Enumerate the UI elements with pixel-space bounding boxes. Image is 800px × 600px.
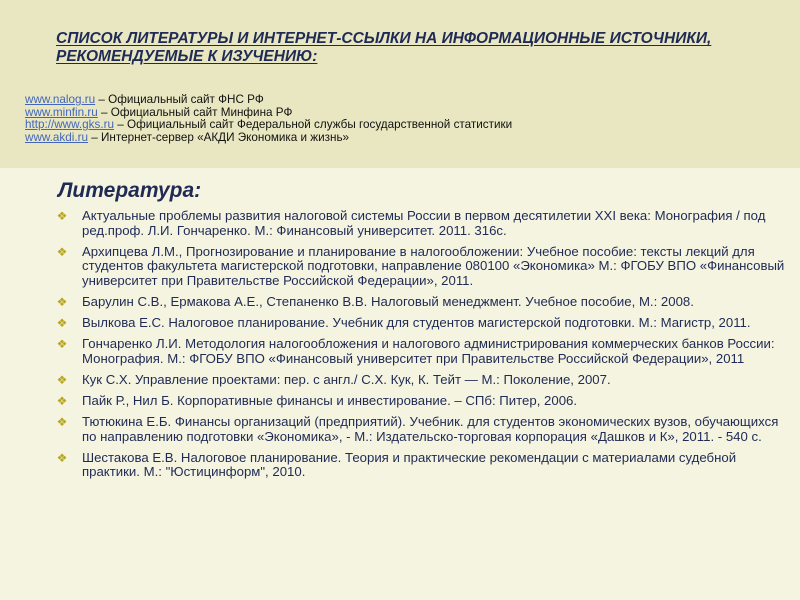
reference-text: Вылкова Е.С. Налоговое планирование. Учебник для студентов магистерской подготовки. М.: Магистр, 2011. (82, 315, 751, 331)
reference-text: Тютюкина Е.Б. Финансы организаций (предприятий). Учебник. для студентов экономических вузов, обучающихся по направлению подготовки «Экономика», - М.: Издательско-торговая корпорация «Дашков и К», 2011. - 540 с. (82, 414, 779, 444)
diamond-bullet-icon: ❖ (56, 337, 68, 352)
link-minfin[interactable]: www.minfin.ru (25, 105, 98, 119)
link-description: – Официальный сайт Минфина РФ (97, 105, 293, 119)
link-nalog[interactable]: www.nalog.ru (25, 93, 96, 106)
list-item (55, 337, 785, 366)
reference-text: Гончаренко Л.И. Методология налогообложения и налогового администрирования коммерческих банков России: Монография. М.: ФГОБУ ВПО «Финансовый университет при Правительстве Российской Федерации», 2011 (82, 336, 775, 366)
reference-text: Пайк Р., Нил Б. Корпоративные финансы и инвестирование. – СПб: Питер, 2006. (82, 392, 578, 408)
list-item (55, 316, 785, 331)
list-item (55, 245, 785, 289)
link-description: – Официальный сайт Федеральной службы государственной статистики (114, 118, 513, 132)
link-akdi[interactable]: www.akdi.ru (25, 130, 89, 144)
links-panel (0, 0, 800, 168)
diamond-bullet-icon: ❖ (56, 393, 68, 408)
diamond-bullet-icon: ❖ (56, 372, 68, 387)
diamond-bullet-icon: ❖ (56, 450, 68, 465)
link-row-akdi (25, 132, 785, 145)
diamond-bullet-icon: ❖ (56, 244, 68, 259)
reference-text: Кук С.Х. Управление проектами: пер. с англ./ С.Х. Кук, К. Тейт — М.: Поколение, 2007. (82, 371, 611, 387)
list-item (55, 415, 785, 444)
list-item (55, 394, 785, 409)
link-description: – Интернет-сервер «АКДИ Экономика и жизнь» (88, 130, 350, 144)
link-description: – Официальный сайт ФНС РФ (95, 93, 264, 106)
diamond-bullet-icon: ❖ (56, 209, 68, 223)
list-item (55, 451, 785, 480)
literature-list (55, 209, 785, 486)
diamond-bullet-icon: ❖ (56, 415, 68, 430)
reference-text: Архипцева Л.М., Прогнозирование и планирование в налогообложении: Учебное пособие: тексты лекций для студентов факультета магистерской подготовки, направление 080100 «Экономика» М.: ФГОБУ ВПО «Финансовый университет при Правительстве Российской Федерации», 2011. (82, 243, 785, 288)
diamond-bullet-icon: ❖ (56, 316, 68, 331)
list-item (55, 295, 785, 310)
internet-links-list (25, 94, 785, 144)
literature-title: Литература: (58, 179, 202, 202)
list-item (55, 209, 785, 238)
reference-text: Шестакова Е.В. Налоговое планирование. Теория и практические рекомендации с материалами судебной практики. М.: "Юстицинформ", 2010. (82, 449, 737, 480)
diamond-bullet-icon: ❖ (56, 294, 68, 309)
link-gks[interactable]: http://www.gks.ru (25, 118, 114, 132)
page-title: СПИСОК ЛИТЕРАТУРЫ И ИНТЕРНЕТ-ССЫЛКИ НА ИНФОРМАЦИОННЫЕ ИСТОЧНИКИ, РЕКОМЕНДУЕМЫЕ К ИЗУЧЕНИЮ: (56, 30, 712, 65)
list-item (55, 373, 785, 388)
reference-text: Барулин С.В., Ермакова А.Е., Степаненко В.В. Налоговый менеджмент. Учебное пособие, М.: 2008. (82, 293, 694, 309)
reference-text: Актуальные проблемы развития налоговой системы России в первом десятилетии XXI века: Монография / под ред.проф. Л.И. Гончаренко. М.: Финансовый университет. 2011. 316с. (82, 208, 766, 238)
